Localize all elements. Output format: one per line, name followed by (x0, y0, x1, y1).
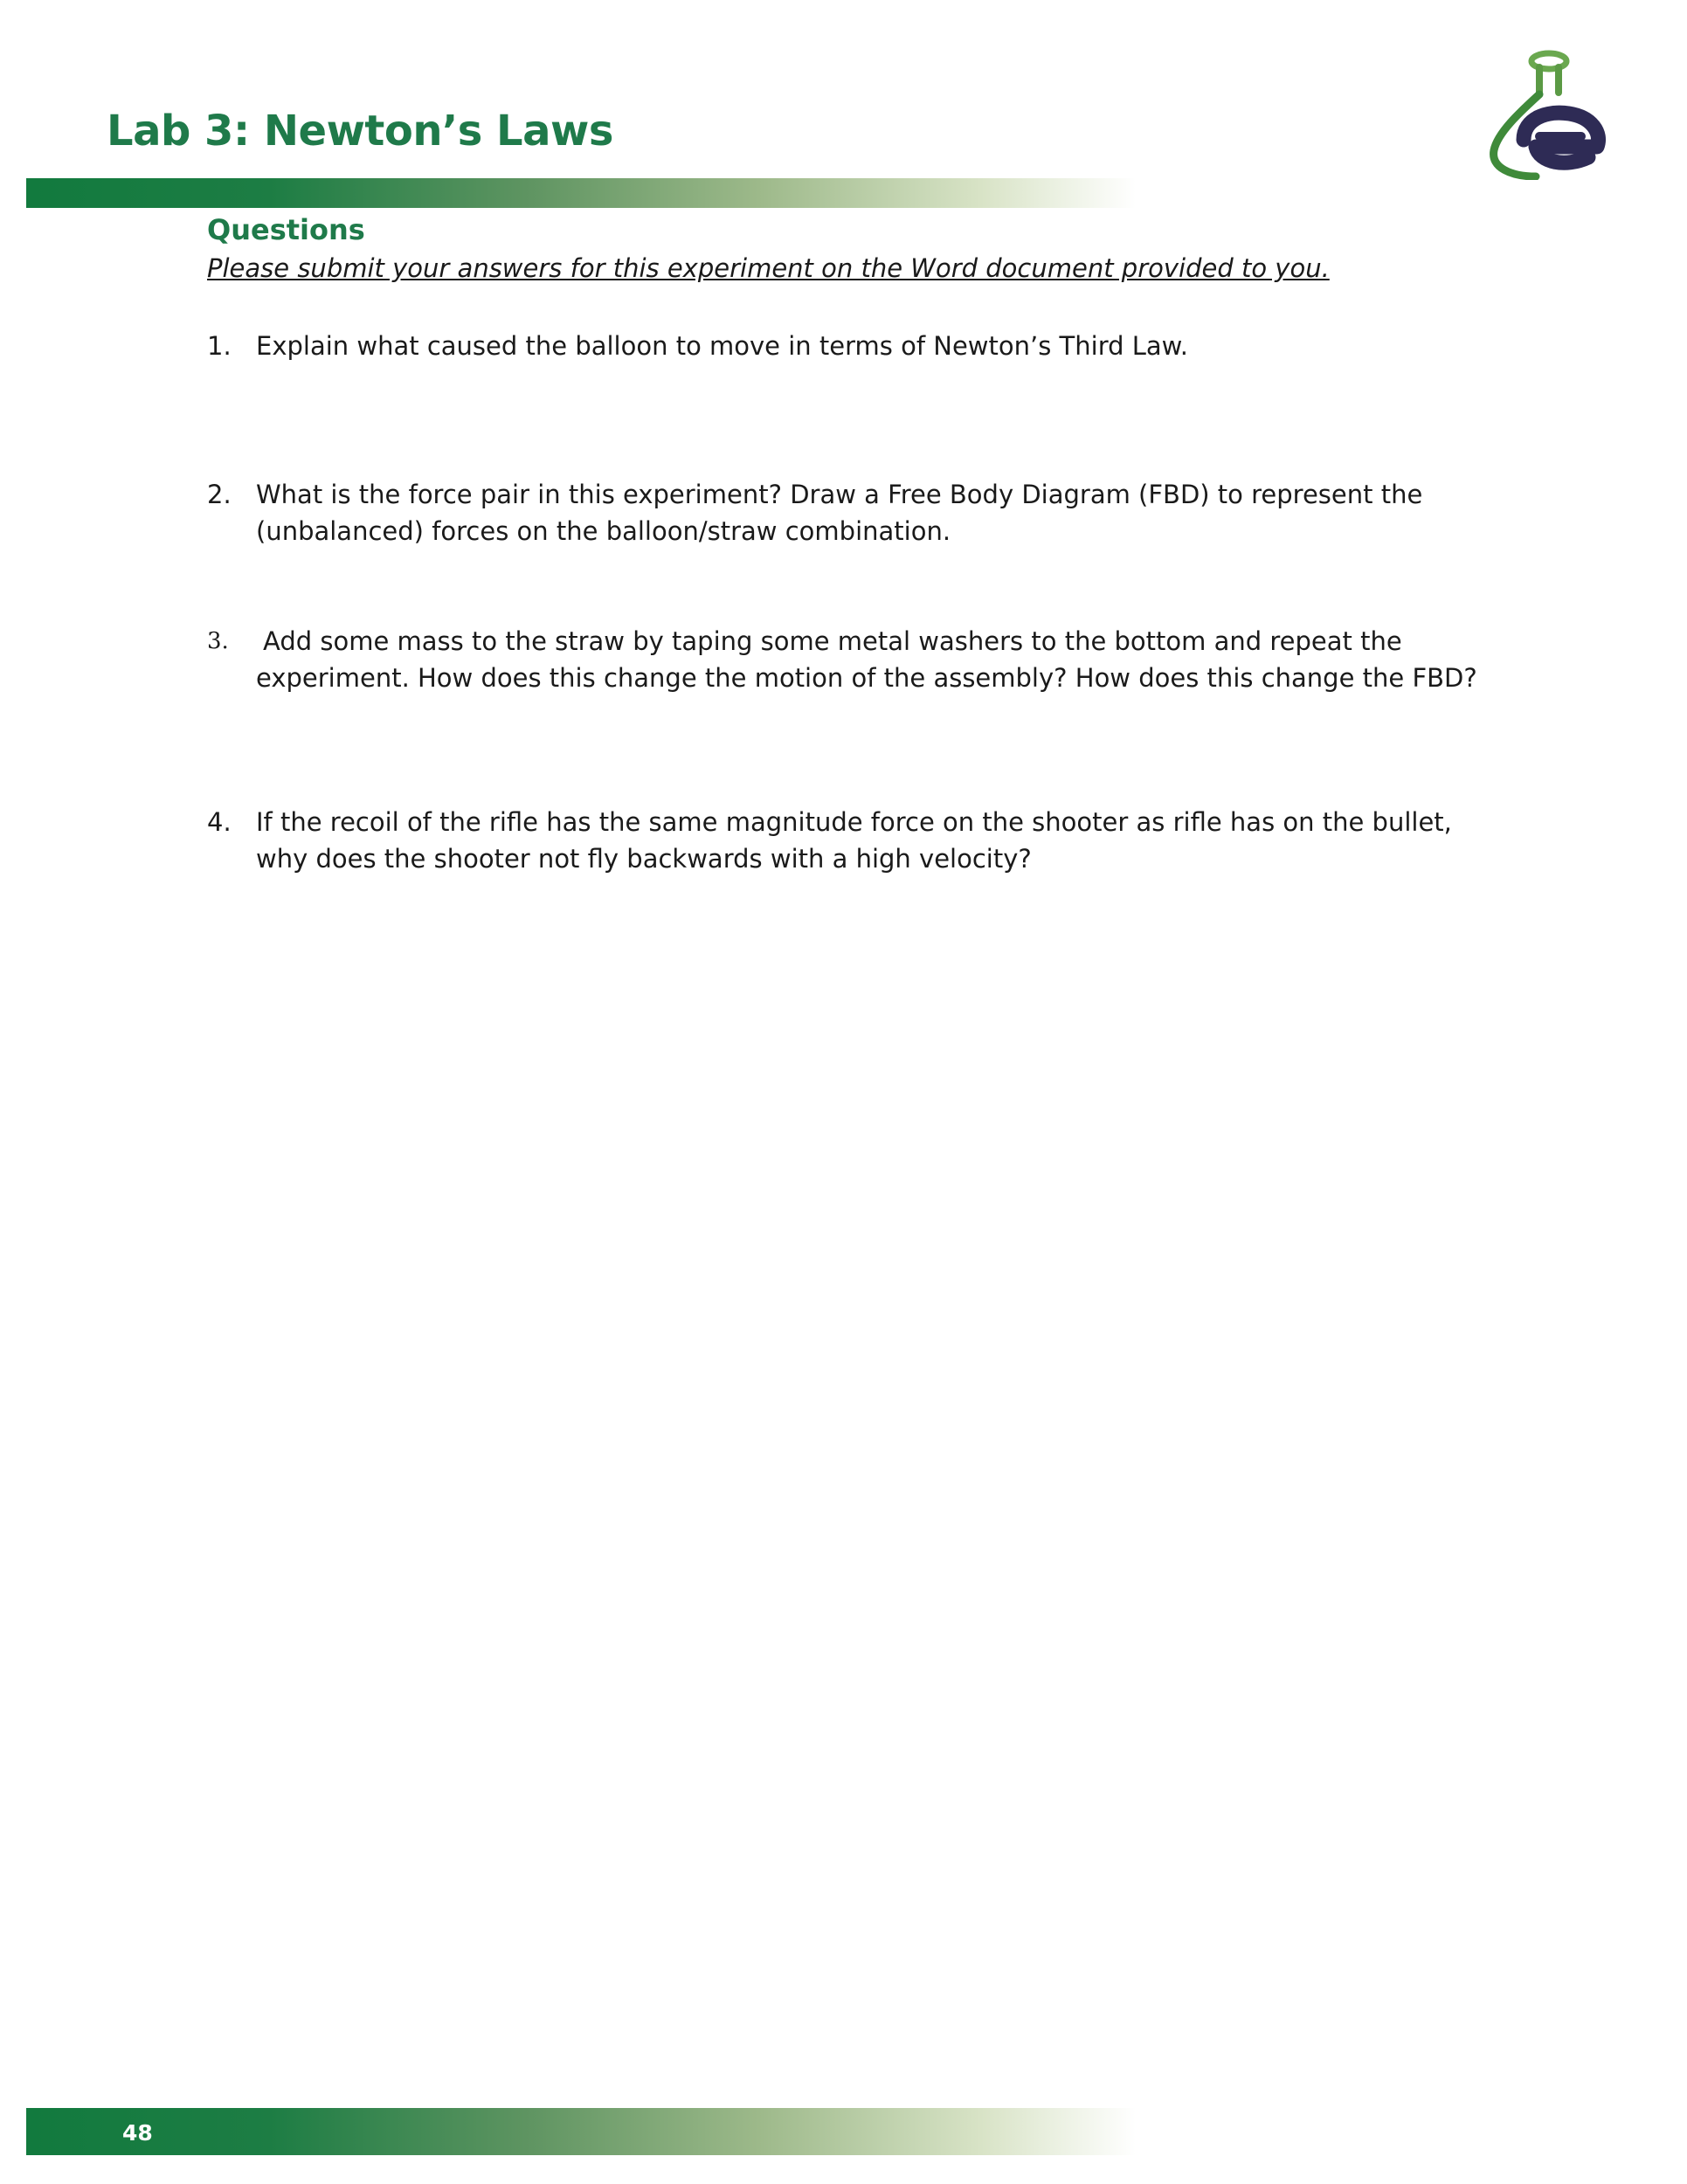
question-text: If the recoil of the rifle has the same magnitude force on the shooter as rifle has on the bullet, why does the shooter not fly backwards with a high velocity? (256, 807, 1452, 874)
flask-e-logo-icon (1485, 49, 1609, 180)
footer-band (26, 2108, 1136, 2155)
header-band (26, 178, 1136, 208)
question-1 (207, 328, 1500, 364)
question-text: What is the force pair in this experiment? Draw a Free Body Diagram (FBD) to represent the (unbalanced) forces on the balloon/straw combination. (256, 480, 1423, 546)
question-3 (207, 623, 1500, 696)
page-number: 48 (122, 2120, 153, 2146)
section-heading: Questions (207, 213, 365, 246)
question-number: 4. (207, 807, 232, 837)
question-number: 3. (207, 628, 229, 654)
question-number: 2. (207, 480, 232, 509)
question-number: 1. (207, 331, 232, 361)
question-text: Explain what caused the balloon to move in terms of Newton’s Third Law. (256, 331, 1188, 361)
page-title: Lab 3: Newton’s Laws (107, 107, 613, 156)
question-2 (207, 476, 1500, 549)
question-text: Add some mass to the straw by taping some metal washers to the bottom and repeat the experiment. How does this change the motion of the assembly? How does this change the FBD? (256, 626, 1477, 693)
question-4 (207, 804, 1500, 877)
instructions-text: Please submit your answers for this experiment on the Word document provided to you. (207, 253, 1330, 283)
